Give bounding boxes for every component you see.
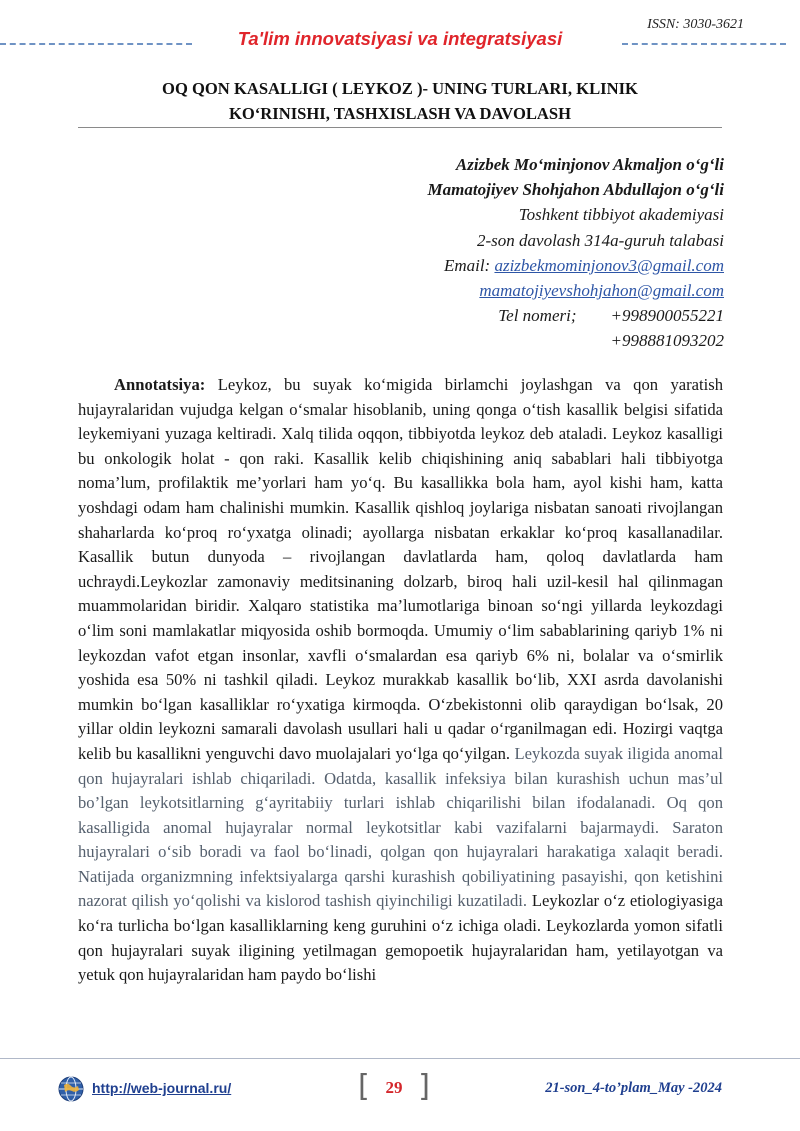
header-dashed-rule-right — [622, 43, 786, 45]
phone-number-2: +998881093202 — [610, 331, 724, 351]
abstract-paragraph — [78, 373, 723, 988]
page-number-box — [358, 1070, 430, 1106]
journal-website-link[interactable]: http://web-journal.ru/ — [92, 1080, 232, 1096]
globe-icon — [58, 1076, 84, 1102]
issn-number: ISSN: 3030-3621 — [647, 17, 744, 32]
issue-info: 21-son_4-to’plam_May -2024 — [545, 1080, 722, 1096]
left-bracket-icon: [ — [358, 1069, 370, 1104]
article-title-line1: OQ QON KASALLIGI ( LEYKOZ )- UNING TURLARI, KLINIK — [162, 79, 638, 98]
abstract-text-main: Leykoz, bu suyak ko‘migida birlamchi joylashgan va qon yaratish hujayralaridan vujudga kelgan o‘smalar hisoblanib, uning qonga o‘tish kasallik belgisi sifatida leykemiyani yuzaga keltiradi. Xalq tilida oqqon, tibbiyotda leykoz deb ataladi. Leykoz kasalligi bu onkologik holat - qon raki. Kasallik kelib chiqishining aniq sabablari hali tibbiyotga noma’lum, profilaktik me’yorlari ham yo‘q. Bu kasallikka bola ham, ayol kishi ham, katta yoshdagi odam ham chalinishi mumkin. Kasallik qishloq joylariga nisbatan sanoati rivojlangan shaharlarda ko‘proq ro‘yxatga olinadi; ayollarga nisbatan erkaklar ko‘proq kasallanadilar. Kasallik butun dunyoda – rivojlangan davlatlarda ham, qoloq davlatlarda ham uchraydi.Leykozlar zamonaviy meditsinaning dolzarb, biroq hali uzil-kesil hal qilinmagan muammolaridan biridir. Xalqaro statistika ma’lumotlariga binoan so‘ngi yillarda leykozdagi o‘lim soni mamlakatlar miqyosida oshib bormoqda. Umumiy o‘lim sabablarining qariyb 1% ni leykozdan vafot etgan insonlar, xavfli o‘smalardan esa qariyb 6% ni, bolalar va o‘smirlik yoshida esa 50% ni tashkil qiladi. Leykoz murakkab kasallik bo‘lib, XXI asrda davolanishi mumkin bo‘lgan kasalliklar ro‘yxatiga kirmoqda. O‘zbekistonni olib qaraydigan bo‘lsak, 20 yillar oldin leykozni samarali davolash usullari hali u qadar o‘rganilmagan edi. Hozirgi vaqtga kelib bu kasallikni yenguvchi davo muolajalari yo‘lga qo‘yilgan. — [78, 375, 723, 763]
email-link-2[interactable]: mamatojiyevshohjahon@gmail.com — [479, 281, 724, 301]
email-line-2 — [428, 278, 724, 303]
journal-title: Ta'lim innovatsiyasi va integratsiyasi — [237, 28, 563, 49]
phone-number-1: +998900055221 — [610, 306, 724, 326]
author-institution: Toshkent tibbiyot akademiyasi — [518, 205, 724, 225]
title-rule — [78, 127, 722, 128]
footer-rule — [0, 1058, 800, 1059]
article-title-line2: KO‘RINISHI, TASHXISLASH VA DAVOLASH — [228, 104, 572, 123]
right-bracket-icon: ] — [418, 1069, 430, 1104]
phone-label: Tel nomeri; — [498, 306, 577, 326]
article-title — [80, 76, 720, 126]
email-label: Email: — [443, 255, 495, 275]
email-link-1[interactable]: azizbekmominjonov3@gmail.com — [494, 255, 724, 275]
email-line-1 — [428, 253, 724, 278]
author-group: 2-son davolash 314a-guruh talabasi — [477, 230, 724, 250]
author-block — [428, 152, 724, 354]
abstract-section — [78, 373, 723, 988]
author-name-1: Azizbek Mo‘minjonov Akmaljon o‘g‘li — [455, 155, 724, 174]
author-name-2: Mamatojiyev Shohjahon Abdullajon o‘g‘li — [427, 180, 724, 200]
abstract-label: Annotatsiya: — [114, 375, 206, 394]
phone-line-1 — [498, 303, 724, 328]
abstract-text-end: Leykozlar o‘z etiologiyasiga ko‘ra turlicha bo‘lgan kasalliklarning keng guruhini o‘z ichiga oladi. Leykozlarda yomon sifatli qon hujayralari suyak iligining yetilmagan gemopoetik hujayralaridan ham, yetilayotgan va yetuk qon hujayralaridan ham paydo bo‘lishi — [78, 891, 724, 985]
abstract-text-faded: Leykozda suyak iligida anomal qon hujayralari ishlab chiqariladi. Odatda, kasallik infeksiya bilan kurashish uchun mas’ul bo’lgan leykotsitlarning g‘ayritabiiy turlari ishlab chiqarilishi bilan ifodalanadi. Oq qon kasalligida anomal hujayralar normal leykotsitlar kabi vazifalarni bajarmaydi. Saraton hujayralari o‘sib boradi va faol bo‘linadi, qolgan qon hujayralari harakatiga xalaqit beradi. Natijada organizmning infektsiyalarga qarshi kurashish qobiliyatining pasayishi, qon ketishini nazorat qilish yo‘qolishi va kislorod tashish qiyinchiligi kuzatiladi. — [78, 743, 723, 911]
page-number: 29 — [385, 1078, 403, 1097]
